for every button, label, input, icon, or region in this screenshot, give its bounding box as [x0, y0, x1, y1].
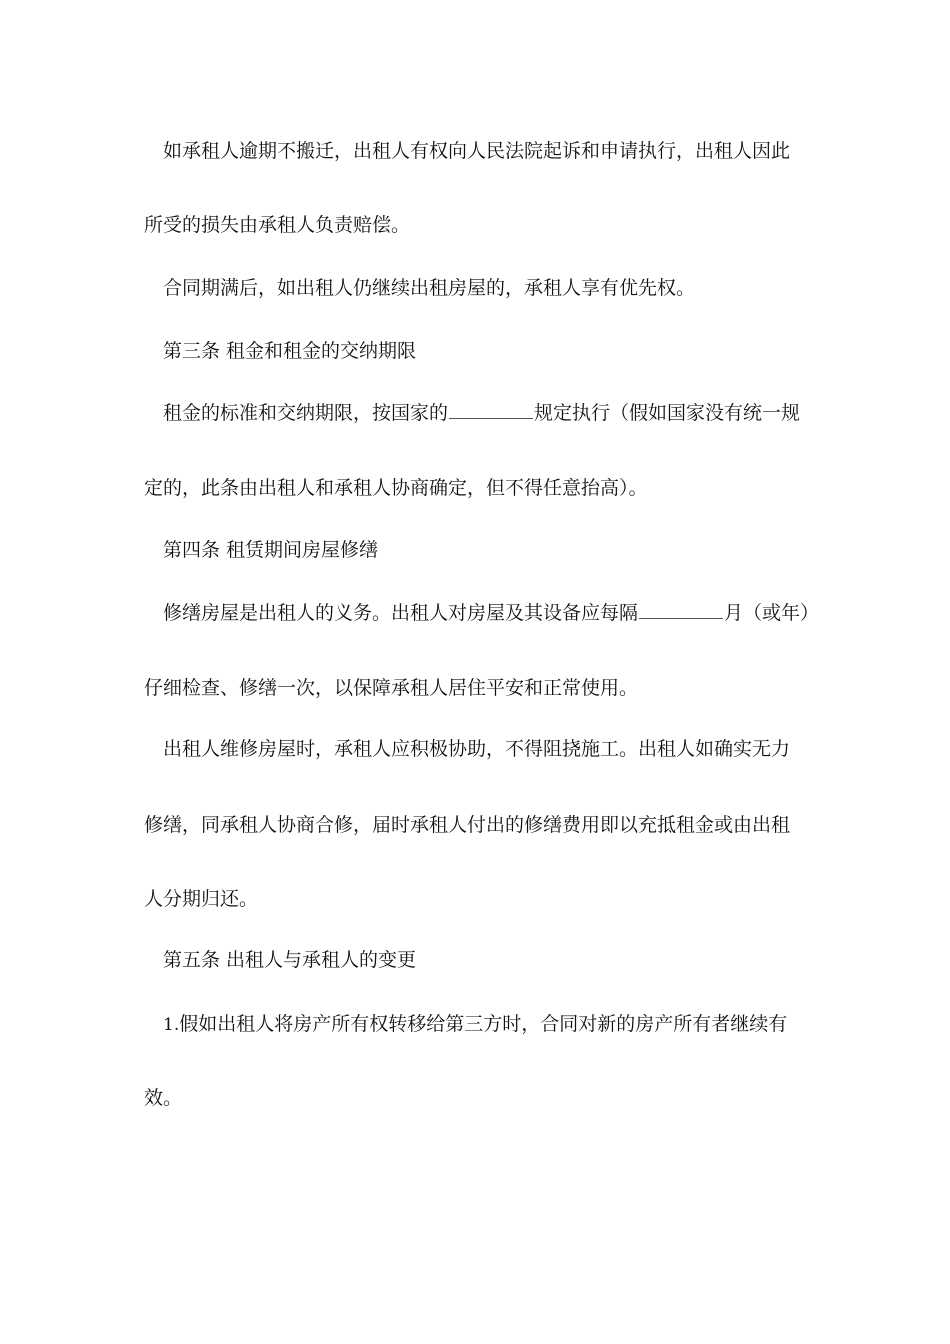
text: 修缮，同承租人协商合修，届时承租人付出的修缮费用即以充抵租金或由出租 [144, 814, 791, 836]
section-heading [163, 948, 833, 972]
item-number: 1. [163, 1015, 180, 1035]
text: 人分期归还。 [144, 888, 259, 910]
text: 效。 [144, 1087, 183, 1109]
paragraph-line [163, 737, 833, 761]
text-after-blank: 月（或年） [724, 602, 820, 624]
paragraph-line [144, 476, 814, 500]
paragraph-line [144, 887, 814, 911]
heading-text: 第四条 租赁期间房屋修缮 [163, 539, 379, 561]
text: 所受的损失由承租人负责赔偿。 [144, 214, 411, 236]
section-heading [163, 538, 833, 562]
paragraph-line [144, 213, 814, 237]
text: 定的，此条由出租人和承租人协商确定，但不得任意抬高）。 [144, 477, 648, 499]
paragraph-line [144, 1086, 814, 1110]
paragraph-line [144, 676, 814, 700]
text-before-blank: 修缮房屋是出租人的义务。出租人对房屋及其设备应每隔 [163, 602, 639, 624]
text-after-blank: 规定执行（假如国家没有统一规 [534, 402, 801, 424]
text: 仔细检查、修缮一次，以保障承租人居住平安和正常使用。 [144, 677, 639, 699]
paragraph-line [163, 600, 833, 625]
section-heading [163, 339, 833, 363]
fill-in-blank [449, 400, 533, 419]
text: 出租人维修房屋时，承租人应积极协助，不得阻挠施工。出租人如确实无力 [163, 738, 791, 760]
paragraph-line [163, 276, 833, 300]
text-before-blank: 租金的标准和交纳期限，按国家的 [163, 402, 449, 424]
paragraph-line [163, 400, 833, 425]
heading-text: 第五条 出租人与承租人的变更 [163, 949, 417, 971]
text: 合同期满后，如出租人仍继续出租房屋的，承租人享有优先权。 [163, 277, 696, 299]
numbered-item [163, 1012, 833, 1037]
paragraph-line [163, 139, 833, 163]
heading-text: 第三条 租金和租金的交纳期限 [163, 340, 417, 362]
item-text: 假如出租人将房产所有权转移给第三方时，合同对新的房产所有者继续有 [179, 1013, 788, 1035]
paragraph-line [144, 813, 814, 837]
text: 如承租人逾期不搬迁，出租人有权向人民法院起诉和申请执行，出租人因此 [163, 140, 791, 162]
fill-in-blank [639, 600, 723, 619]
